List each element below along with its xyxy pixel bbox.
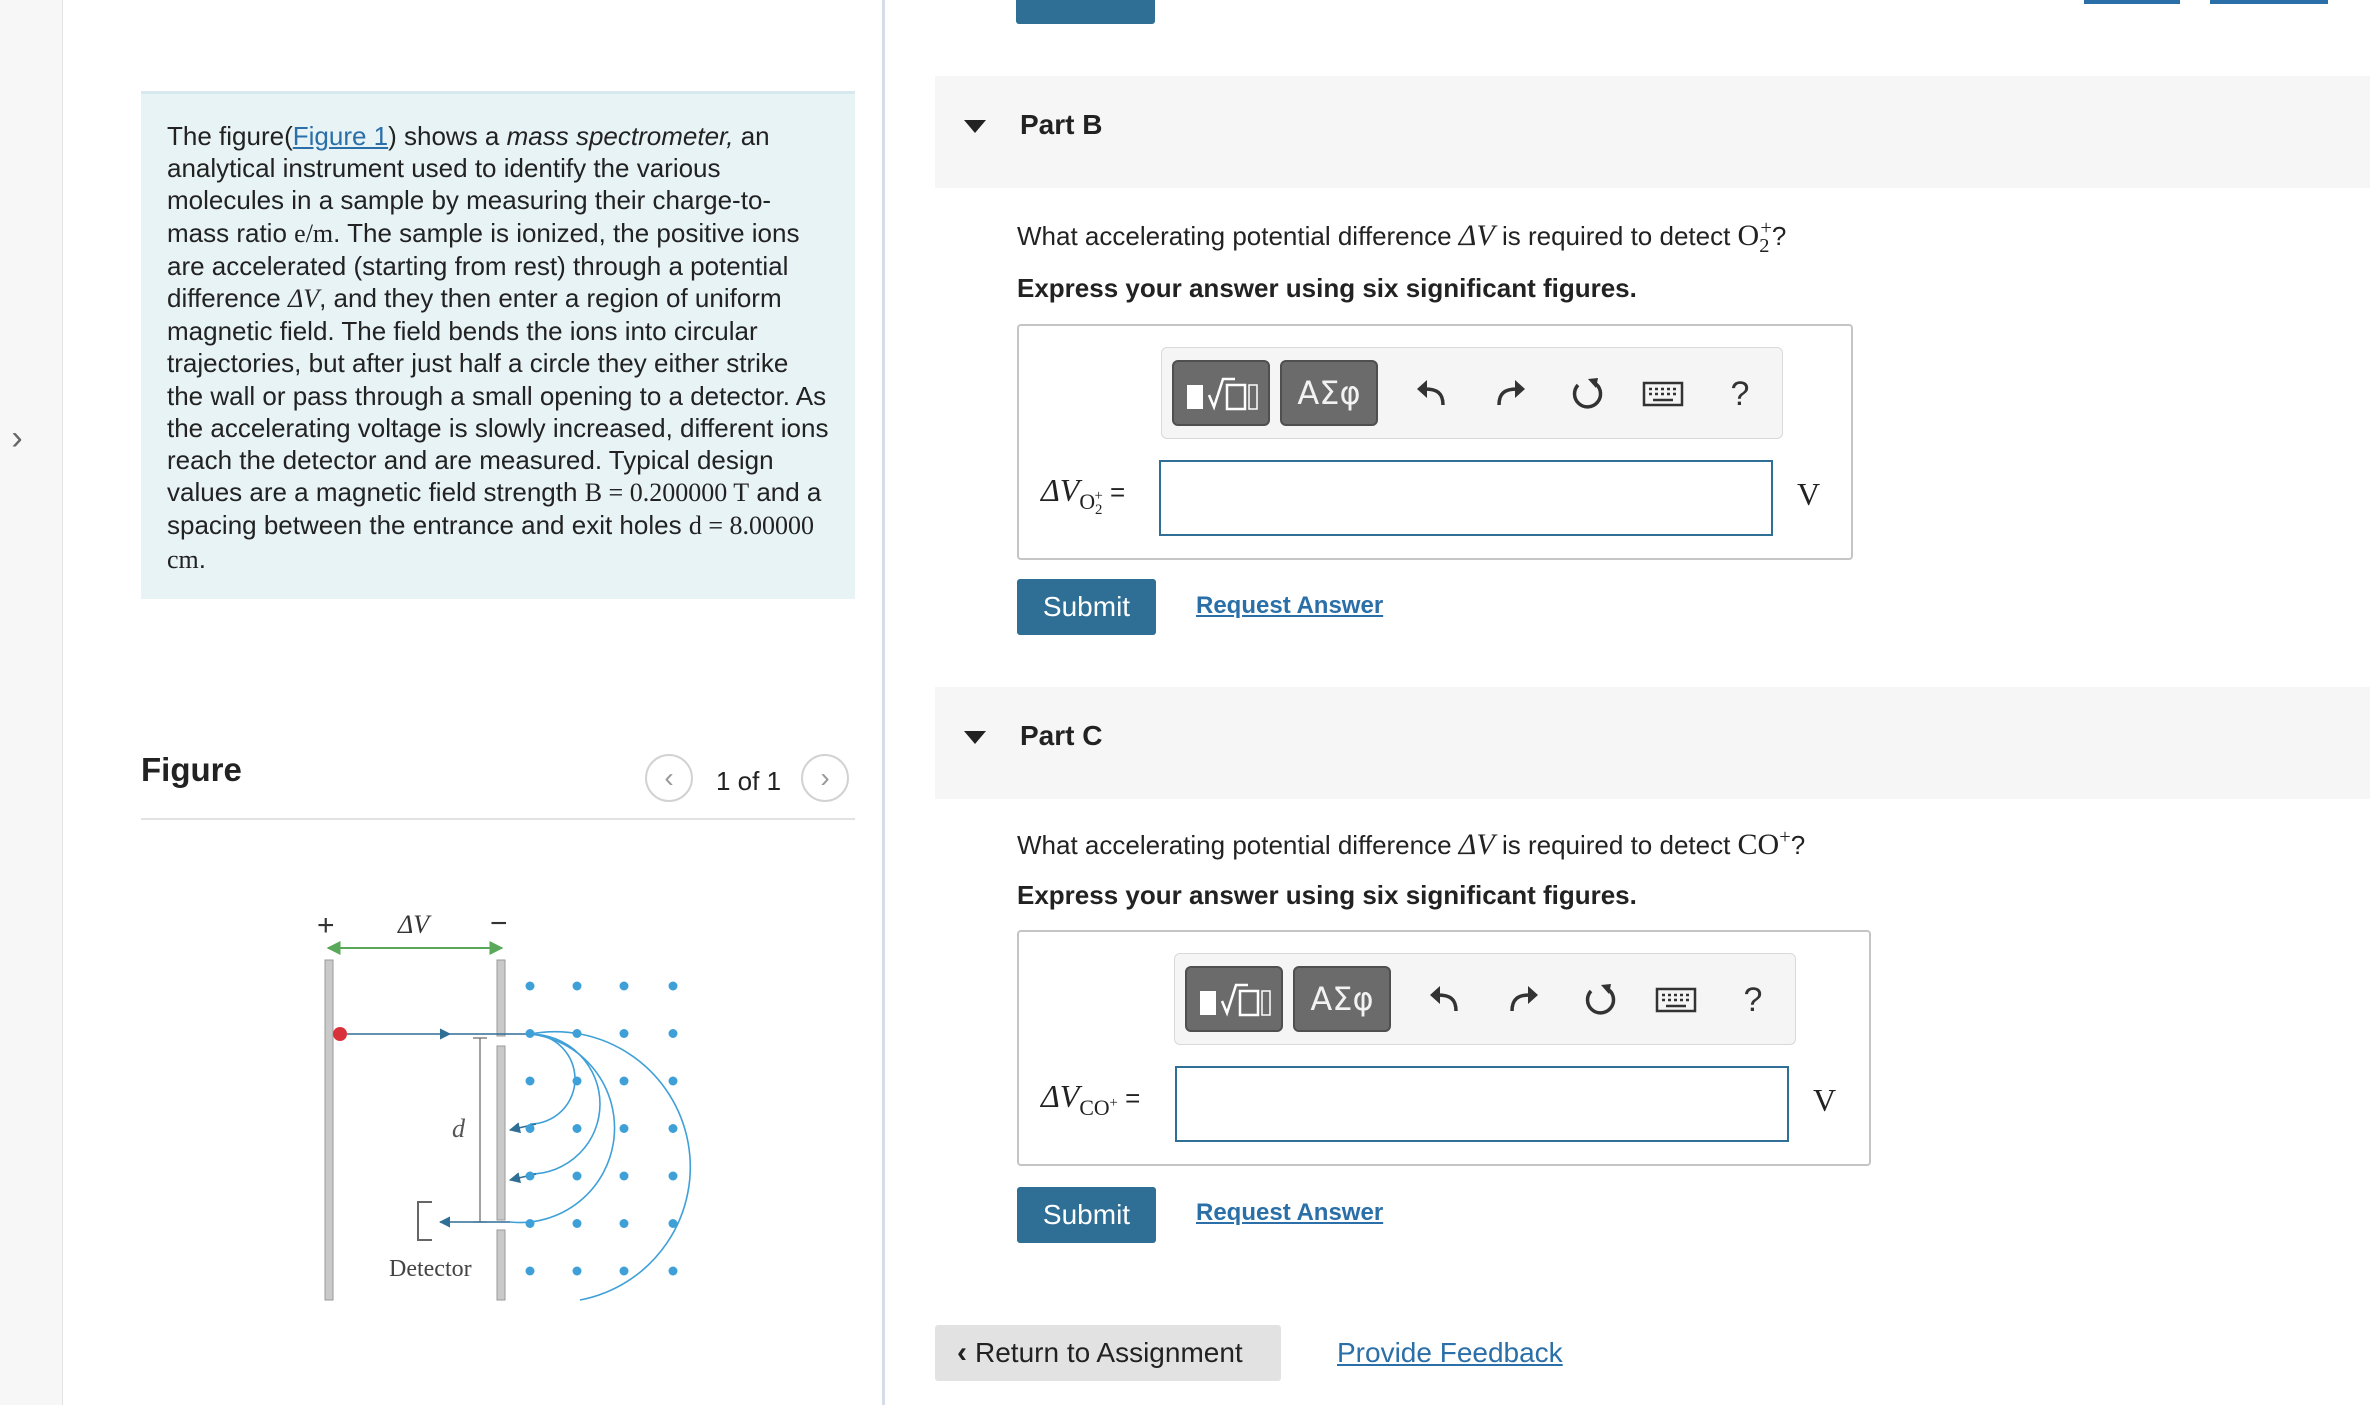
field-dot [526,1267,535,1276]
ion-charge: + [1779,826,1791,848]
right-plate-top [497,960,505,1036]
return-label: Return to Assignment [975,1337,1243,1368]
field-dot [669,1219,678,1228]
greek-symbols-button[interactable] [1293,966,1391,1032]
delta-v-label: ΔV [398,910,430,939]
part-c-unit: V [1813,1082,1837,1118]
problem-intro [141,91,855,599]
ion-source-dot [333,1027,347,1041]
field-dot [669,1267,678,1276]
field-dot [526,1077,535,1086]
chevron-right-icon: › [820,762,830,793]
chevron-left-icon: ‹ [664,762,674,793]
field-dot [573,1172,582,1181]
delta-v-symbol: ΔV [1458,828,1495,862]
math-toolbar [1161,347,1783,439]
part-b-submit-button[interactable]: Submit [1017,579,1156,635]
figure-title: Figure [141,751,242,788]
greek-symbols-button[interactable] [1280,360,1378,426]
keyboard-button[interactable] [1652,976,1700,1024]
field-dot [526,1124,535,1133]
field-dot [620,1172,629,1181]
delta-v-symbol: ΔV [1458,219,1495,253]
math-toolbar [1174,953,1796,1045]
field-dot [526,982,535,991]
label-equals: = [1102,477,1126,507]
question-text: What accelerating potential difference [1017,221,1459,252]
label-subscript: CO [1079,1095,1110,1120]
greek-symbols-icon: ΑΣφ [1310,980,1374,1018]
minus-label: − [490,907,508,940]
field-dot [620,1267,629,1276]
intro-text: an analytical instrument used to identify the various molecules in a sample by measuring their charge-to-mass ratio [167,121,772,248]
keyboard-icon [1642,379,1684,409]
part-b-title: Part B [1020,109,1103,140]
field-strength-value: B = 0.200000 T [584,478,750,508]
field-dot [526,1029,535,1038]
ion-subscript: 2 [1759,235,1770,258]
right-plate-middle [497,1046,505,1220]
part-b-unit: V [1797,476,1821,512]
field-dot [669,1077,678,1086]
field-dot [669,1172,678,1181]
label-sub-subscript: 2 [1095,501,1103,518]
figure-counter: 1 of 1 [716,766,782,796]
label-charge: + [1094,488,1103,505]
help-button[interactable] [1729,976,1777,1024]
figure-header [141,742,855,820]
part-c-request-answer-link[interactable]: Request Answer [1196,1199,1384,1226]
plus-label: + [317,909,335,942]
part-c-answer-box [1017,930,1871,1166]
trajectory-medium [530,1034,600,1174]
help-button[interactable] [1716,370,1764,418]
field-dot [573,1124,582,1133]
delta-v-symbol: ΔV [287,284,320,314]
field-dot [620,1029,629,1038]
redo-icon [1506,983,1540,1017]
templates-button[interactable] [1185,966,1283,1032]
part-c-answer-input[interactable] [1175,1066,1789,1142]
detector-label: Detector [389,1256,472,1282]
field-dot [573,1029,582,1038]
intro-text: . [198,543,206,574]
field-dot [669,1124,678,1133]
caret-down-icon[interactable] [964,120,986,133]
keyboard-button[interactable] [1639,370,1687,418]
keyboard-icon [1655,985,1697,1015]
spacing-value: d = 8.00000 cm [167,511,814,574]
part-b-request-answer-link[interactable]: Request Answer [1196,592,1384,619]
intro-text: ) shows a [388,121,507,151]
ion-charge: + [1760,217,1772,239]
redo-button[interactable] [1499,976,1547,1024]
reset-button[interactable] [1576,976,1624,1024]
panel-divider[interactable] [882,0,885,1405]
sidebar-gutter [0,0,63,1405]
ion-formula: O [1737,219,1760,253]
field-dot [573,1219,582,1228]
right-plate-bottom [497,1230,505,1300]
trajectory-large [530,1032,690,1300]
question-text: ? [1771,221,1787,252]
label-delta-v: ΔV [1041,472,1080,508]
field-dot [620,1124,629,1133]
undo-icon [1415,377,1449,411]
part-c-header[interactable] [935,687,2370,799]
magnetic-field-dots [526,982,678,1276]
return-to-assignment-button[interactable] [935,1325,1281,1381]
field-dot [573,1267,582,1276]
provide-feedback-link[interactable]: Provide Feedback [1337,1337,1563,1368]
expand-sidebar-chevron-icon[interactable]: › [11,418,23,457]
field-dot [526,1172,535,1181]
question-text: ? [1790,830,1806,861]
part-b-instruction: Express your answer using six significant figures. [1017,273,1637,303]
ion-formula: CO [1737,828,1780,862]
intro-emphasis: mass spectrometer, [506,121,734,151]
previous-part-button[interactable] [1016,0,1155,24]
field-dot [573,1077,582,1086]
header-link[interactable] [2084,0,2180,4]
question-text: What accelerating potential difference [1017,830,1459,861]
detector-bracket [418,1202,432,1240]
label-equals: = [1117,1083,1141,1113]
part-c-submit-button[interactable]: Submit [1017,1187,1156,1243]
templates-icon [1181,369,1261,417]
templates-button[interactable] [1172,360,1270,426]
templates-icon [1194,975,1274,1023]
label-delta-v: ΔV [1041,1078,1080,1114]
field-dot [573,982,582,991]
mass-spectrometer-figure[interactable] [300,900,720,1320]
undo-button[interactable] [1408,370,1456,418]
chevron-left-icon: ‹ [957,1336,967,1369]
reset-icon [1568,375,1606,413]
part-c-question [1017,826,1805,862]
intro-text: . The sample is ionized, the positive ions are accelerated (starting from rest) through a potential difference [167,217,800,314]
part-c-title: Part C [1020,720,1103,751]
part-b-answer-input[interactable] [1159,460,1773,536]
undo-button[interactable] [1421,976,1469,1024]
help-icon: ? [1743,980,1763,1019]
intro-text: and a spacing between the entrance and exit holes [167,477,822,541]
charge-mass-ratio: e/m [294,218,334,248]
part-c-answer-label [1041,1078,1140,1121]
undo-icon [1428,983,1462,1017]
left-plate [325,960,333,1300]
reset-button[interactable] [1563,370,1611,418]
field-dot [620,982,629,991]
d-label: d [452,1114,465,1143]
header-link[interactable] [2210,0,2328,4]
label-charge: + [1109,1094,1118,1111]
question-text: is required to detect [1494,830,1738,861]
help-icon: ? [1730,374,1750,413]
part-b-question [1017,217,1786,258]
intro-text: , and they then enter a region of uniform magnetic field. The field bends the ions into circular trajectories, but after just half a circle they either strike the wall or pass through a small opening to a detector. As the accelerating voltage is slowly increased, different ions reach the detector and are measured. Typical design values are a magnetic field strength [167,283,829,508]
part-b-answer-label [1041,472,1125,519]
redo-button[interactable] [1486,370,1534,418]
part-b-header[interactable] [935,76,2370,188]
figure-link[interactable]: Figure 1 [292,121,389,151]
label-subscript: O [1079,489,1096,514]
part-c-instruction: Express your answer using six significant figures. [1017,880,1637,910]
figure-prev-button[interactable] [645,754,693,802]
field-dot [669,982,678,991]
field-dot [526,1219,535,1228]
intro-text: The figure( [167,121,293,151]
field-dot [620,1077,629,1086]
redo-icon [1493,377,1527,411]
field-dot [669,1029,678,1038]
reset-icon [1581,981,1619,1019]
figure-next-button[interactable] [801,754,849,802]
greek-symbols-icon: ΑΣφ [1297,374,1361,412]
caret-down-icon[interactable] [964,731,986,744]
field-dot [620,1219,629,1228]
part-b-answer-box [1017,324,1853,560]
question-text: is required to detect [1494,221,1738,252]
